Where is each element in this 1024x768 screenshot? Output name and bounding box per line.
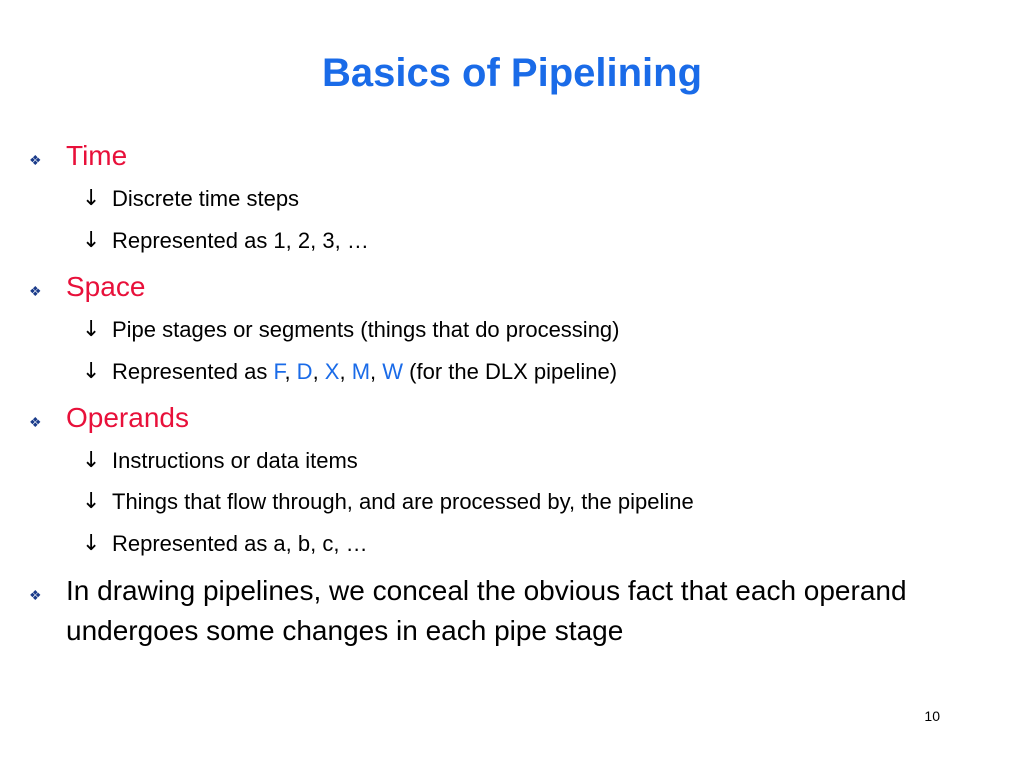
sub-bullet-text	[112, 359, 617, 385]
stage-letter-m: M	[351, 359, 371, 384]
sub-bullet-text: Represented as a, b, c, …	[112, 531, 368, 556]
stage-suffix: (for the DLX pipeline)	[403, 359, 618, 384]
down-arrow-icon: ↓	[82, 489, 101, 514]
diamond-bullet-icon: ❖	[29, 283, 42, 299]
down-arrow-icon: ↓	[82, 317, 101, 342]
stage-letter-x: X	[324, 359, 340, 384]
down-arrow-icon: ↓	[82, 359, 101, 384]
stage-separator: ,	[370, 359, 383, 384]
sub-bullet-text: Represented as 1, 2, 3, …	[112, 228, 369, 253]
stage-letter-w: W	[382, 359, 404, 384]
slide-title: Basics of Pipelining	[321, 51, 703, 95]
down-arrow-icon: ↓	[82, 531, 101, 556]
bullet-heading: Time	[66, 140, 128, 171]
bullet-heading: Space	[66, 271, 146, 302]
diamond-bullet-icon: ❖	[29, 152, 42, 168]
down-arrow-icon: ↓	[82, 448, 101, 473]
stage-separator: ,	[284, 359, 297, 384]
stage-separator: ,	[339, 359, 352, 384]
bullet-heading: Operands	[66, 402, 189, 433]
stage-letter-d: D	[296, 359, 313, 384]
diamond-bullet-icon: ❖	[29, 414, 42, 430]
sub-bullet-text: Instructions or data items	[112, 448, 358, 473]
stage-separator: ,	[312, 359, 325, 384]
down-arrow-icon: ↓	[82, 228, 101, 253]
down-arrow-icon: ↓	[82, 186, 101, 211]
diamond-bullet-icon: ❖	[29, 587, 42, 603]
sub-bullet-text: Pipe stages or segments (things that do processing)	[112, 317, 620, 342]
stage-letter-f: F	[273, 359, 285, 384]
page-number: 10	[924, 708, 940, 724]
bullet-paragraph: In drawing pipelines, we conceal the obvious fact that each operand undergoes some changes in each pipe stage	[66, 575, 907, 646]
sub-bullet-text: Discrete time steps	[112, 186, 300, 211]
stage-prefix: Represented as	[112, 359, 274, 384]
sub-bullet-text: Things that flow through, and are processed by, the pipeline	[112, 489, 694, 514]
